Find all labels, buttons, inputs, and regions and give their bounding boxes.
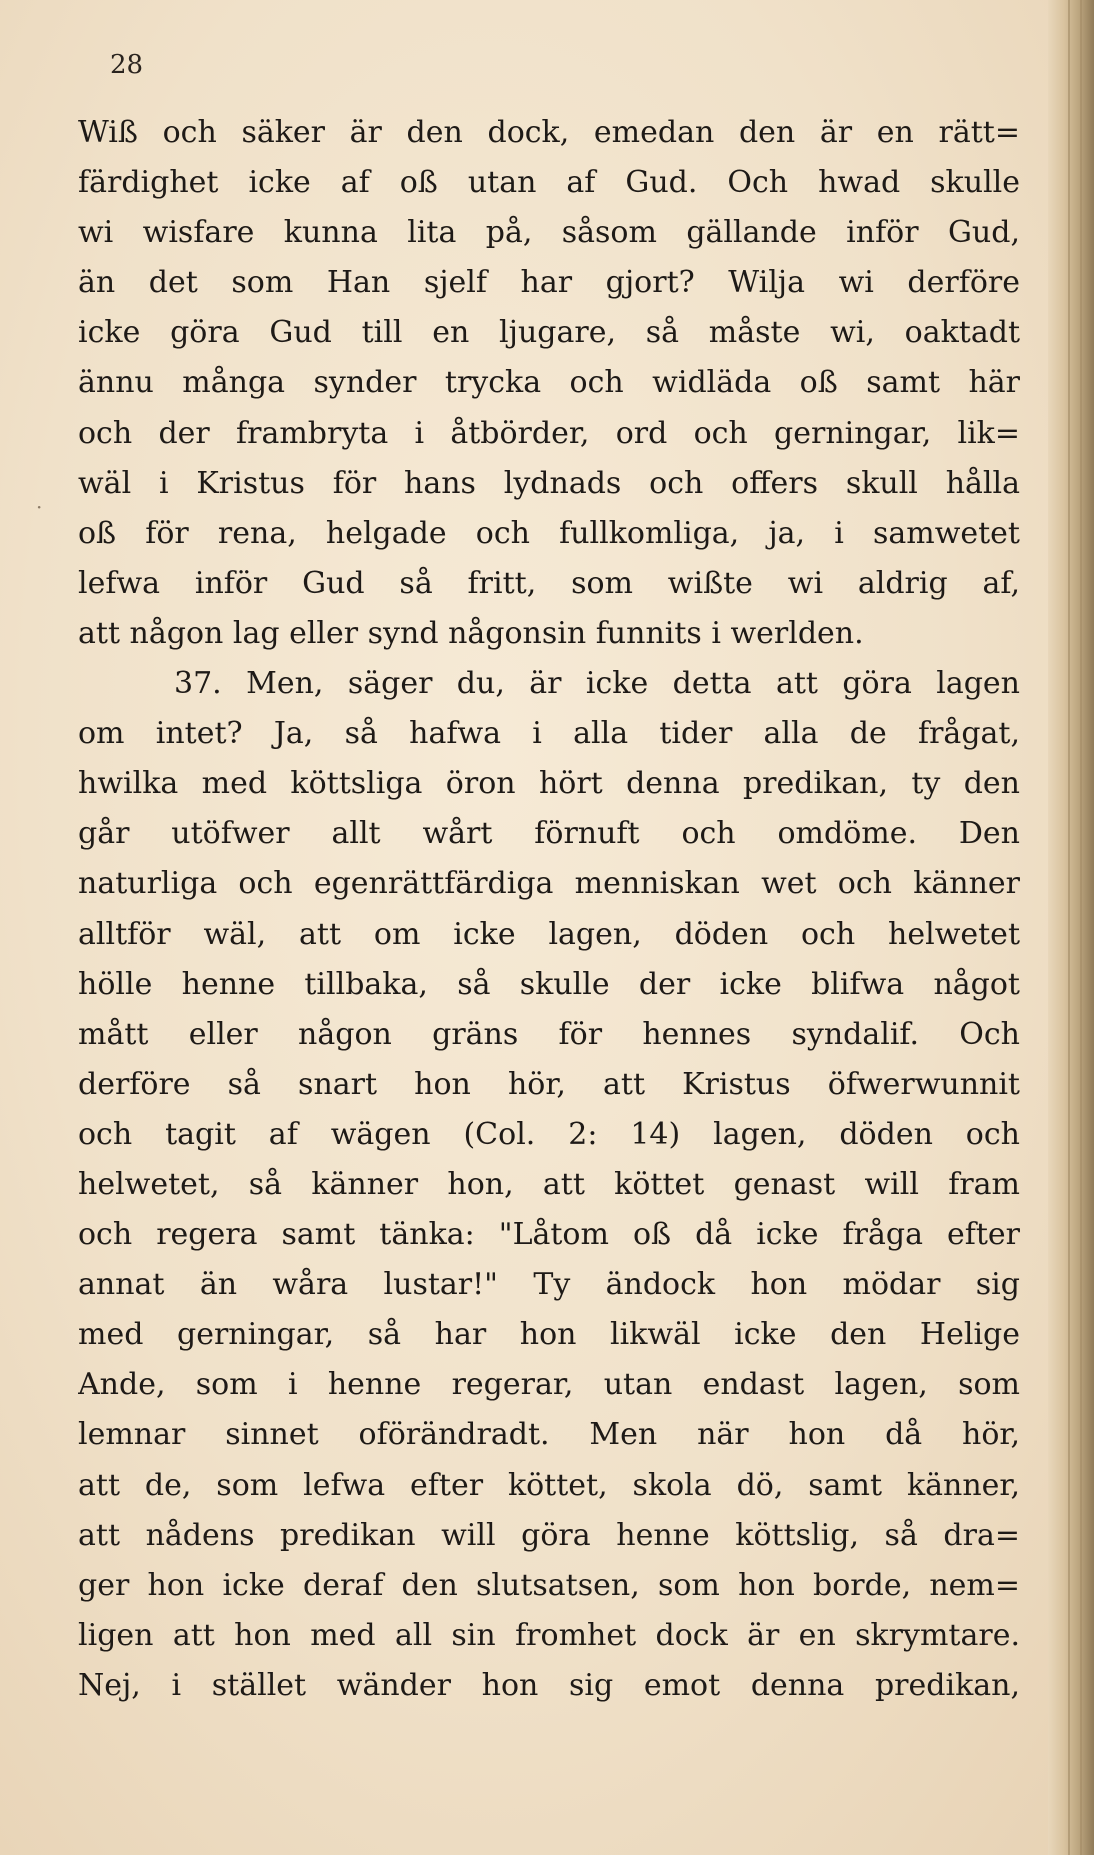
text-line: hwilka med köttsliga öron hört denna predikan, ty den — [78, 766, 1020, 802]
text-line: lemnar sinnet oförändradt. Men när hon då hör, — [78, 1417, 1020, 1453]
text-line: wi wisfare kunna lita på, såsom gällande inför Gud, — [78, 215, 1020, 251]
text-line: att någon lag eller synd någonsin funnits i werlden. — [78, 615, 864, 651]
gutter-edge-line — [1068, 0, 1070, 1855]
text-line: och regera samt tänka: "Låtom oß då icke fråga efter — [78, 1217, 1020, 1253]
text-line: helwetet, så känner hon, att köttet genast will fram — [78, 1166, 1020, 1202]
paragraph-start-line: 37. Men, säger du, är icke detta att göra lagen — [174, 666, 1020, 702]
text-line: Ande, som i henne regerar, utan endast lagen, som — [78, 1367, 1020, 1403]
text-line: lefwa inför Gud så fritt, som wißte wi aldrig af, — [78, 565, 1020, 601]
text-line: oß för rena, helgade och fullkomliga, ja, i samwetet — [78, 515, 1020, 551]
text-line: och der frambryta i åtbörder, ord och gerningar, lik= — [78, 415, 1020, 451]
page-gutter-shadow — [1048, 0, 1094, 1855]
text-line: än det som Han sjelf har gjort? Wilja wi derföre — [78, 265, 1020, 301]
text-line: ännu många synder trycka och widläda oß samt här — [78, 365, 1020, 401]
text-line: om intet? Ja, så hafwa i alla tider alla de frågat, — [78, 716, 1020, 752]
text-line: alltför wäl, att om icke lagen, döden och helwetet — [78, 916, 1020, 952]
margin-dot: · — [36, 495, 43, 519]
text-line: derföre så snart hon hör, att Kristus öfwerwunnit — [78, 1066, 1020, 1102]
text-line: annat än wåra lustar!" Ty ändock hon mödar sig — [78, 1267, 1020, 1303]
text-line: Wiß och säker är den dock, emedan den är en rätt= — [78, 115, 1020, 150]
text-line: icke göra Gud till en ljugare, så måste wi, oaktadt — [78, 315, 1020, 351]
text-line: naturliga och egenrättfärdiga menniskan wet och känner — [78, 866, 1020, 902]
text-line: wäl i Kristus för hans lydnads och offers skull hålla — [78, 465, 1020, 501]
text-line: att nådens predikan will göra henne köttslig, så dra= — [78, 1517, 1020, 1553]
page-number: 28 — [110, 50, 144, 80]
text-line: färdighet icke af oß utan af Gud. Och hwad skulle — [78, 165, 1020, 201]
text-line: ger hon icke deraf den slutsatsen, som hon borde, nem= — [78, 1567, 1020, 1603]
text-line: går utöfwer allt wårt förnuft och omdöme. Den — [78, 816, 1020, 852]
text-line: att de, som lefwa efter köttet, skola dö, samt känner, — [78, 1467, 1020, 1503]
text-line: hölle henne tillbaka, så skulle der icke blifwa något — [78, 966, 1020, 1002]
gutter-edge-line — [1080, 0, 1082, 1855]
body-text — [78, 108, 1020, 1711]
text-line: mått eller någon gräns för hennes syndalif. Och — [78, 1016, 1020, 1052]
text-line: ligen att hon med all sin fromhet dock är en skrymtare. — [78, 1617, 1020, 1653]
text-line: och tagit af wägen (Col. 2: 14) lagen, döden och — [78, 1116, 1020, 1152]
text-line: Nej, i stället wänder hon sig emot denna predikan, — [78, 1667, 1020, 1703]
text-line: med gerningar, så har hon likwäl icke den Helige — [78, 1317, 1020, 1353]
